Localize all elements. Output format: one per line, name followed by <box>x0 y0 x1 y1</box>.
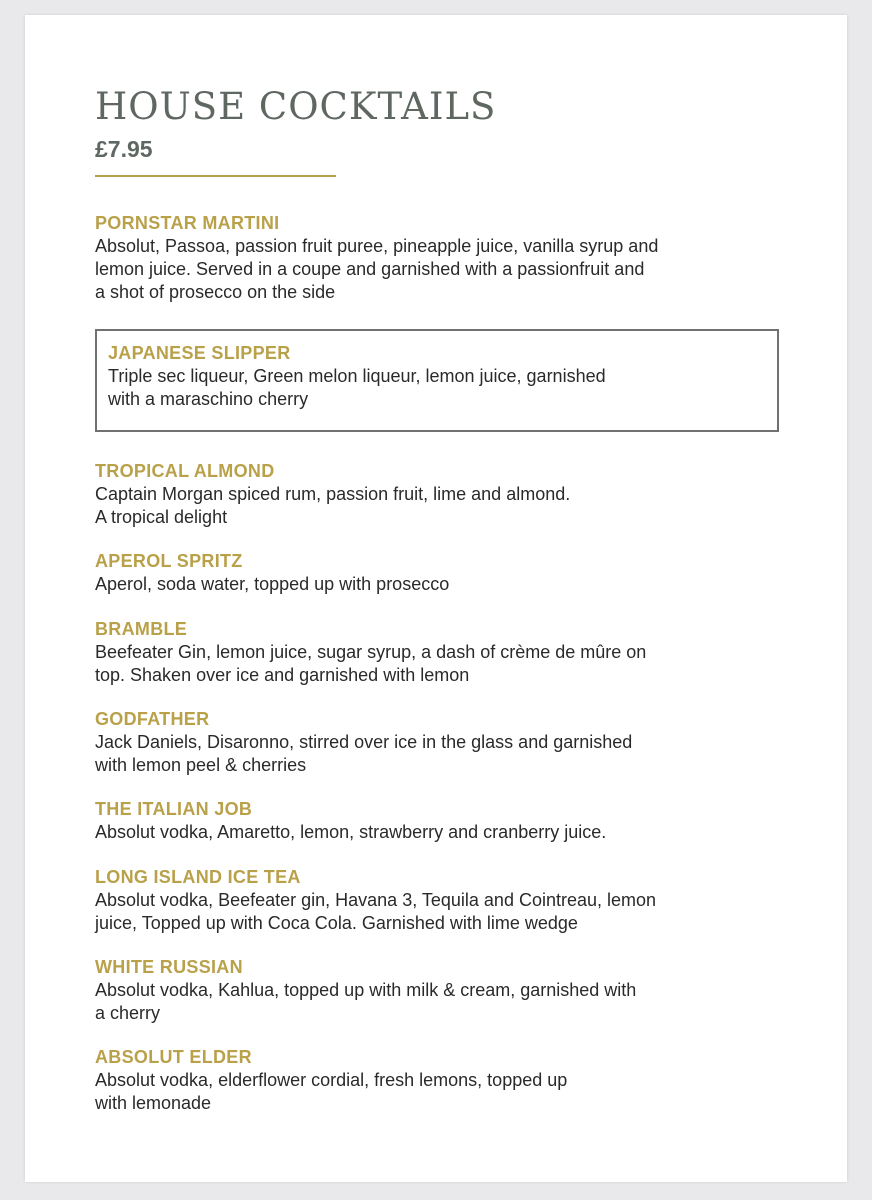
menu-item-name: BRAMBLE <box>95 619 188 639</box>
menu-item-name: LONG ISLAND ICE TEA <box>95 867 301 887</box>
menu-item-description: Absolut vodka, Kahlua, topped up with milk & cream, garnished with <box>95 980 637 1000</box>
menu-item-long-island-ice-tea <box>95 866 795 935</box>
menu-item-name: GODFATHER <box>95 709 210 729</box>
menu-title: HOUSE COCKTAILS <box>95 85 497 128</box>
menu-item-name: JAPANESE SLIPPER <box>108 343 291 363</box>
menu-item-godfather <box>95 708 795 777</box>
menu-item-description: a cherry <box>95 1003 161 1023</box>
menu-item-description: Triple sec liqueur, Green melon liqueur, lemon juice, garnished <box>108 366 606 386</box>
menu-item-description: with a maraschino cherry <box>108 389 309 409</box>
menu-item-description: A tropical delight <box>95 507 228 527</box>
menu-page <box>25 15 847 1182</box>
menu-item-description: Absolut vodka, elderflower cordial, fresh lemons, topped up <box>95 1070 568 1090</box>
menu-item-description: lemon juice. Served in a coupe and garnished with a passionfruit and <box>95 259 645 279</box>
menu-item-the-italian-job <box>95 798 795 844</box>
menu-item-description: juice, Topped up with Coca Cola. Garnished with lime wedge <box>95 913 578 933</box>
menu-item-bramble <box>95 618 795 687</box>
menu-item-pornstar-martini <box>95 212 795 304</box>
menu-item-japanese-slipper-box <box>95 329 779 432</box>
menu-item-absolut-elder <box>95 1046 795 1115</box>
menu-item-name: THE ITALIAN JOB <box>95 799 253 819</box>
menu-item-name: ABSOLUT ELDER <box>95 1047 252 1067</box>
menu-item-name: APEROL SPRITZ <box>95 551 243 571</box>
menu-item-description: Jack Daniels, Disaronno, stirred over ice in the glass and garnished <box>95 732 633 752</box>
menu-item-tropical-almond <box>95 460 795 529</box>
menu-item-description: Absolut vodka, Amaretto, lemon, strawberry and cranberry juice. <box>95 822 607 842</box>
menu-price: £7.95 <box>95 136 153 162</box>
menu-item-name: WHITE RUSSIAN <box>95 957 243 977</box>
menu-item-description: a shot of prosecco on the side <box>95 282 336 302</box>
menu-item-description: Beefeater Gin, lemon juice, sugar syrup, a dash of crème de mûre on <box>95 642 647 662</box>
menu-item-description: Absolut vodka, Beefeater gin, Havana 3, Tequila and Cointreau, lemon <box>95 890 657 910</box>
menu-item-description: top. Shaken over ice and garnished with lemon <box>95 665 470 685</box>
title-divider <box>95 175 336 177</box>
menu-item-name: TROPICAL ALMOND <box>95 461 275 481</box>
menu-item-description: Aperol, soda water, topped up with prosecco <box>95 574 450 594</box>
menu-item-name: PORNSTAR MARTINI <box>95 213 280 233</box>
menu-item-aperol-spritz <box>95 550 795 596</box>
menu-item-description: Absolut, Passoa, passion fruit puree, pineapple juice, vanilla syrup and <box>95 236 659 256</box>
menu-item-description: with lemonade <box>95 1093 212 1113</box>
menu-item-description: Captain Morgan spiced rum, passion fruit, lime and almond. <box>95 484 571 504</box>
menu-item-white-russian <box>95 956 795 1025</box>
menu-item-description: with lemon peel & cherries <box>95 755 307 775</box>
